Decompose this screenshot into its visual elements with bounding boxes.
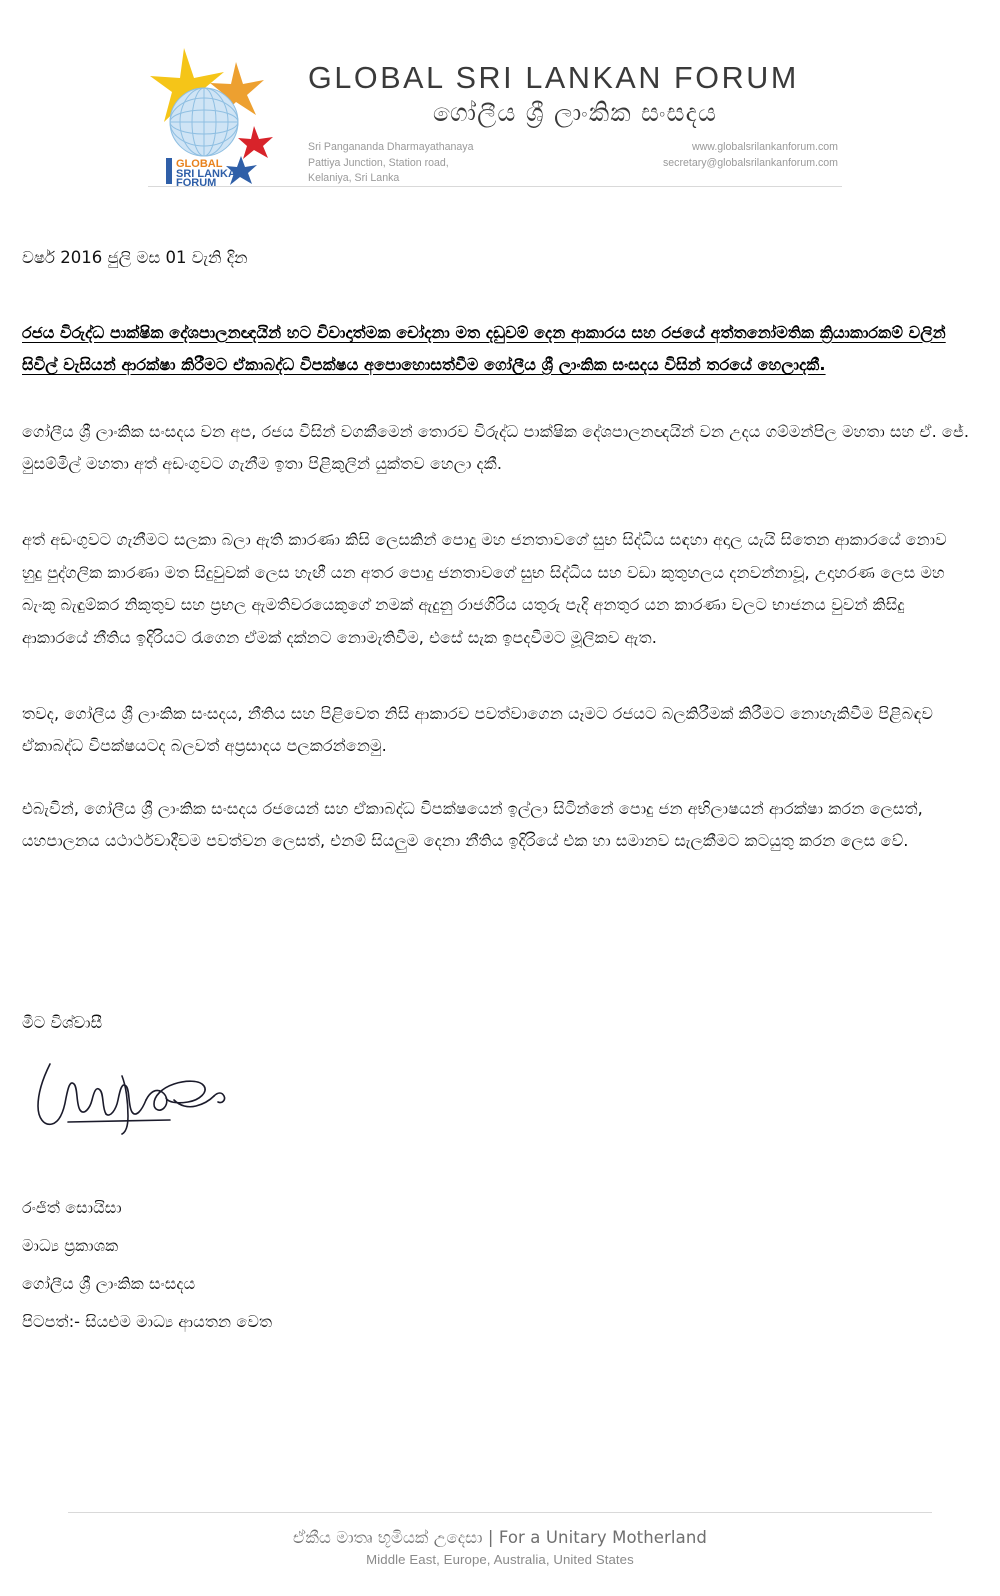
paragraph-1: ගෝලීය ශ්‍රී ලාංකික සංසදය වන අප, රජය විසින් වගකීමෙන් තොරව විරුද්ධ පාක්ෂික දේශපාලනඥයින් වන උදය ගම්මන්පිල මහතා සහ ඒ. ජේ. මුසම්මිල් මහතා අත් අඩංගුවට ගැනීම ඉතා පිළිකුලින් යුක්තව හෙලා දකී. xyxy=(22,421,970,473)
address-line-3: Kelaniya, Sri Lanka xyxy=(308,171,400,184)
signatory-name: රංජිත් සොයිසා xyxy=(22,1198,122,1217)
website-url[interactable]: www.globalsrilankanforum.com xyxy=(691,141,838,154)
organization-logo xyxy=(148,38,280,186)
page-footer xyxy=(0,1526,1000,1570)
letter-body xyxy=(22,246,974,888)
svg-text:FORUM: FORUM xyxy=(176,177,217,186)
letterhead xyxy=(148,38,842,188)
brand-block xyxy=(280,38,842,186)
email-address[interactable]: secretary@globalsrilankanforum.com xyxy=(662,156,838,169)
postal-address xyxy=(308,140,570,186)
address-line-2: Pattiya Junction, Station road, xyxy=(308,156,449,169)
address-line-1: Sri Pangananda Dharmayathanaya xyxy=(308,141,474,154)
org-name-english: GLOBAL SRI LANKAN FORUM xyxy=(308,61,799,95)
footer-divider xyxy=(68,1512,932,1513)
contact-row xyxy=(308,140,842,186)
globe-stars-logo-icon xyxy=(148,38,280,186)
headline: රජය විරුද්ධ පාක්ෂික දේශපාලනඥයින් හට විවාදාත්මක චෝදනා මත දඩුවම් දෙන ආකාරය සහ රජයේ අත්තනෝමතික ක්‍රියාකාරකම් වලින් සිවිල් වැසියන් ආරක්ෂා කිරීමට ඒකාබද්ධ විපක්ෂය අපොහොසත්වීම ගෝලීය ශ්‍රී ලාංකික සංසදය විසින් තරයේ හෙලාදකී. xyxy=(22,322,946,375)
date-line: වර්ෂ 2016 ජුලි මස 01 වැනි දින xyxy=(22,248,248,267)
sign-off-block xyxy=(22,1010,522,1138)
signatory-title: මාධ්‍ය ප්‍රකාශක xyxy=(22,1236,119,1256)
svg-text:GLOBAL: GLOBAL xyxy=(176,158,223,170)
letterhead-divider xyxy=(148,186,842,187)
signatory-details xyxy=(22,1195,622,1334)
signatory-organization: ගෝලීය ශ්‍රී ලාංකික සංසදය xyxy=(22,1274,196,1294)
paragraph-4: එබැවින්, ගෝලීය ශ්‍රී ලාංකික සංසදය රජයෙන් සහ ඒකාබද්ධ විපක්ෂයෙන් ඉල්ලා සිටින්නේ පොදු ජන අභිලාෂයන් ආරක්ෂා කරන ලෙසත්, යහපාලනය යථාර්ථවාදීවම පවත්වන ලෙසත්, එනම් සියලුම දෙනා නීතිය ඉදිරියේ එක හා සමානව සැලකීමට කටයුතු කරන ලෙස වේ. xyxy=(22,798,923,851)
online-contacts xyxy=(570,140,842,186)
svg-text:SRI LANKAN: SRI LANKAN xyxy=(176,168,244,180)
footer-tagline: ඒකීය මාතෘ භූමියක් උදෙසා | For a Unitary Motherland xyxy=(293,1528,707,1547)
paragraph-3: තවද, ගෝලීය ශ්‍රී ලාංකික සංසදය, නීතිය සහ පිළිවෙත නිසි ආකාරව පවත්වාගෙන යෑමට රජයට බලකිරීමක් කිරීමට නොහැකිවීම පිළිබඳව ඒකාබද්ධ විපක්ෂයටද බලවත් අප්‍රසාදය පලකරන්නෙමු. xyxy=(22,704,934,756)
org-name-sinhala: ගෝලීය ශ්‍රී ලාංකික සංසදය xyxy=(432,98,718,128)
paragraph-2: අත් අඩංගුවට ගැනීමට සලකා බලා ඇති කාරණා කිසි ලෙසකින් පොදු මහ ජනතාවගේ සුභ සිද්ධිය සඳහා අදාල යැයි සිතෙන ආකාරයේ නොව හුදු පුද්ගලික කාරණා මත සිදුවුවක් ලෙස හැඟී යන අතර පොදු ජනතාවගේ සුභ සිද්ධිය සහ වඩා කුතුහලය දනවන්නාවූ, උදාහරණ ලෙස මහ බැංකු බැඳුම්කර නිකුතුව සහ ප්‍රභල ඇමතිවරයෙකුගේ නමක් ඇදුනු රාජගිරිය යතුරු පැදි අනතුර යන කාරණා වලට භාජනය වුවන් කිසිදු ආකාරයේ නීතිය ඉදිරියට රැගෙන ඒමක් දක්නට නොමැතිවීම, එසේ සැක ඉපදවීමට මූලිකව ඇත. xyxy=(22,530,947,647)
handwritten-signature-icon xyxy=(22,1058,252,1136)
copy-to-line: පිටපත්:- සියළුම මාධ්‍ය ආයතන වෙත xyxy=(22,1312,273,1332)
footer-regions: Middle East, Europe, Australia, United States xyxy=(366,1552,634,1568)
closing-salutation: මීට විශ්වාසී xyxy=(22,1013,103,1032)
signature-image xyxy=(22,1058,282,1138)
